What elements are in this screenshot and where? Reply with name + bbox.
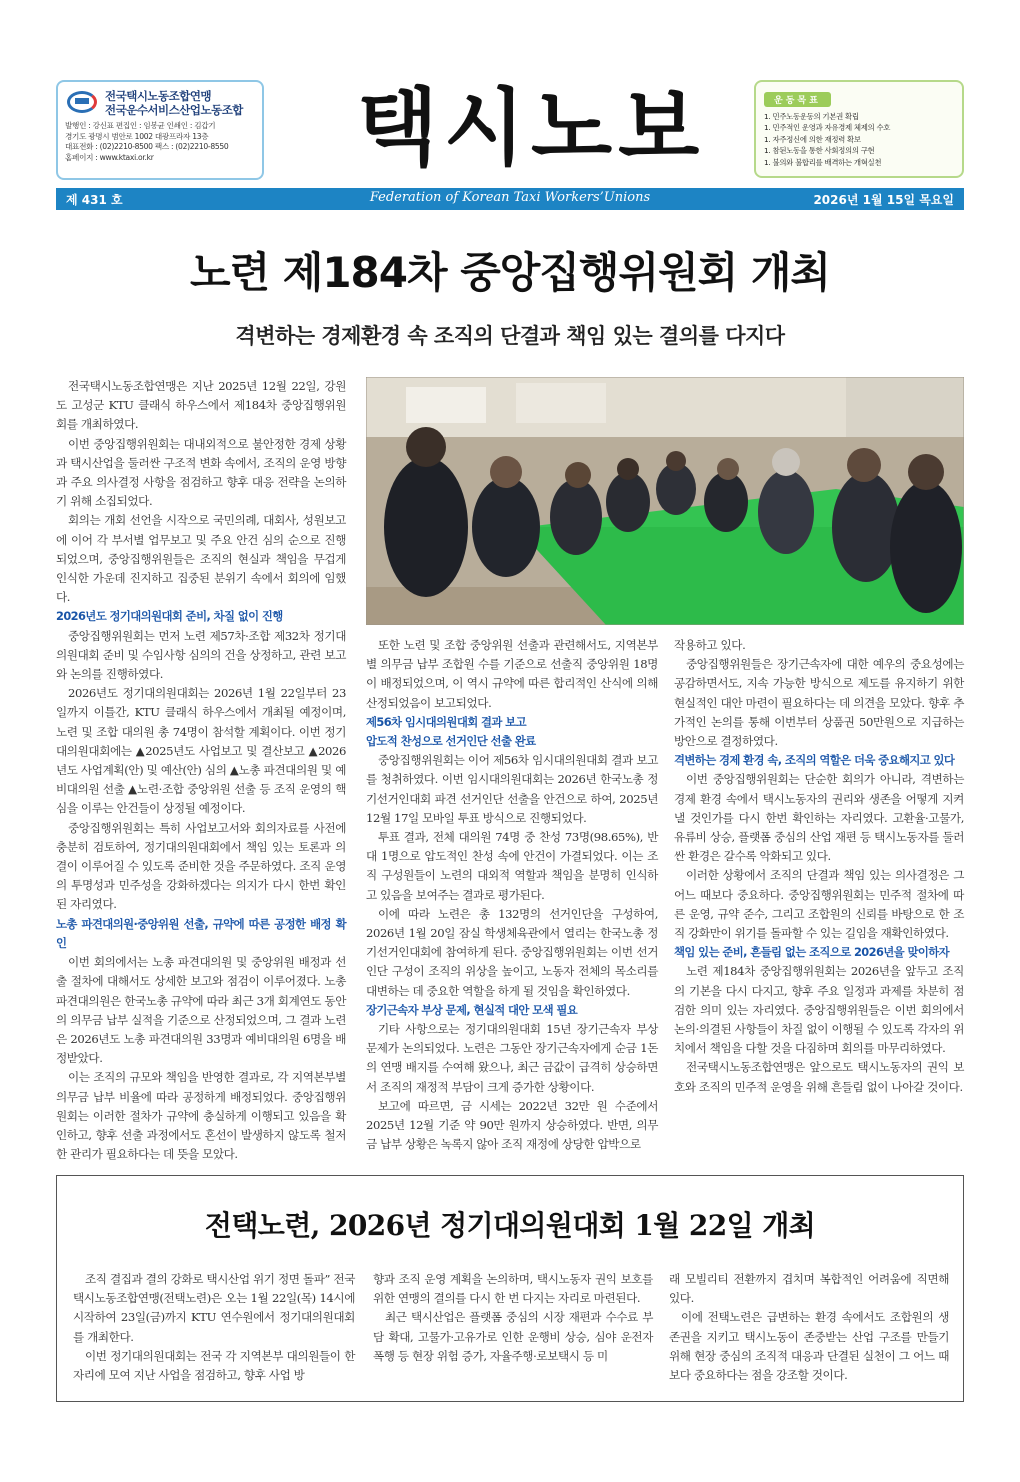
paragraph: 최근 택시산업은 플랫폼 중심의 시장 재편과 수수료 부담 확대, 고물가·고유가로 인한 운행비 상승, 심야 운전자 폭행 등 현장 위험 증가, 자율주행·로보택시 등 미: [373, 1310, 653, 1363]
main-subheadline: 격변하는 경제환경 속 조직의 단결과 책임 있는 결의를 다지다: [235, 323, 785, 348]
publisher-info-4: 홈페이지 : www.ktaxi.or.kr: [65, 152, 154, 162]
paragraph: 노련 제184차 중앙집행위원회는 2026년을 앞두고 조직의 기본을 다시 다지고, 향후 주요 일정과 과제를 차분히 점검한 의미 있는 자리였다. 중앙집행위원들은 이번 회의에서 논의·의결된 사항들이 차질 없이 이행될 수 있도록 각자의 위치에서 책임을 다할 것을 다짐하며 회의를 마무리하였다.: [674, 964, 964, 1056]
goal-item: 1. 자주정신에 의한 재정력 확보: [764, 134, 861, 144]
goals-title: 운동목표: [764, 92, 831, 107]
paragraph: 이러한 상황에서 조직의 단결과 책임 있는 의사결정은 그 어느 때보다 중요하다. 중앙집행위원회는 민주적 절차에 따른 운영, 규약 준수, 그리고 조합원의 신뢰를 바탕으로 한 조직 강화만이 위기를 돌파할 수 있는 길임을 재확인하였다.: [674, 868, 964, 941]
paragraph: 2026년도 정기대의원대회는 2026년 1월 22일부터 23일까지 이틀간, KTU 클래식 하우스에서 개최될 예정이며, 노련 및 조합 대의원 총 74명이 참석할 계획이다. 이번 정기대의원대회에는 ▲2025년도 사업보고 및 결산보고 ▲2026년도 사업계획(안) 및 예산(안) 심의 ▲노총 파견대의원 및 예비대의원 선출 ▲노련·조합 중앙위원 선출 등 조직 운영의 핵심을 이루는 안건들이 상정될 예정이다.: [56, 686, 346, 816]
section-subheading: 2026년도 정기대의원대회 준비, 차질 없이 진행: [56, 609, 283, 624]
paragraph: 작용하고 있다.: [674, 638, 746, 652]
goal-item: 1. 민주노동운동의 기본권 확립: [764, 112, 859, 121]
goals-list: [764, 111, 954, 168]
section-subheading: 장기근속자 부상 문제, 현실적 대안 모색 필요: [366, 1002, 578, 1017]
paragraph: 이는 조직의 규모와 책임을 반영한 결과로, 각 지역본부별 의무금 납부 비율에 따라 공정하게 배정되었다. 중앙집행위원회는 이러한 절차가 규약에 충실하게 이행되고 있음을 확인하고, 향후 선출 과정에서도 혼선이 발생하지 않도록 철저한 관리가 필요하다는 데 뜻을 모았다.: [56, 1070, 346, 1162]
goal-item: 1. 참된노동을 통한 사회정의의 구현: [764, 146, 875, 156]
issue-band: [56, 188, 964, 210]
goal-item: 1. 민주적인 운영과 자유경제 체제의 수호: [764, 123, 891, 133]
section-subheading: 격변하는 경제 환경 속, 조직의 역할은 더욱 중요해지고 있다: [674, 753, 955, 768]
newspaper-nameplate: 택시노보: [356, 79, 706, 177]
paragraph: 또한 노련 및 조합 중앙위원 선출과 관련해서도, 지역본부별 의무금 납부 조합원 수를 기준으로 선출직 중앙위원 18명이 배정되었으며, 이 역시 규약에 따른 합리적인 산식에 의해 산정되었음이 보고되었다.: [366, 638, 658, 710]
goal-item: 1. 불의와 불합리를 배격하는 개혁실천: [764, 157, 882, 167]
goals-box: [754, 80, 964, 178]
publisher-info-2: 경기도 광명시 범안로 1002 대광프라자 13층: [65, 131, 209, 141]
publisher-org-1: 전국택시노동조합연맹: [105, 89, 212, 103]
article2-headline: 전택노련, 2026년 정기대의원대회 1월 22일 개최: [204, 1209, 816, 1242]
paragraph: 회의는 개회 선언을 시작으로 국민의례, 대회사, 성원보고에 이어 각 부서별 업무보고 및 주요 안건 심의 순으로 진행되었으며, 중앙집행위원들은 조직의 현실과 책임을 무겁게 인식한 가운데 진지하고 집중된 분위기 속에서 회의에 임했다.: [56, 513, 346, 605]
paragraph: 이번 정기대의원대회는 전국 각 지역본부 대의원들이 한자리에 모여 지난 사업을 점검하고, 향후 사업 방: [73, 1348, 355, 1383]
masthead: [56, 80, 964, 182]
federation-name-en: Federation of Korean Taxi Workers’Unions: [369, 190, 651, 205]
issue-number: 제 431 호: [66, 193, 123, 207]
article2-box: [56, 1175, 964, 1402]
publisher-info-3: 대표전화 : (02)2210-8500 팩스 : (02)2210-8550: [65, 142, 229, 152]
issue-date: 2026년 1월 15일 목요일: [813, 193, 954, 207]
paragraph: 투표 결과, 전체 대의원 74명 중 찬성 73명(98.65%), 반대 1명으로 압도적인 찬성 속에 안건이 가결되었다. 이는 조직 구성원들이 노련의 대외적 역할과 책임을 분명히 인식하고 있음을 보여주는 결과로 평가된다.: [366, 830, 658, 902]
paragraph: 중앙집행위원회는 먼저 노련 제57차·조합 제32차 정기대의원대회 준비 및 수임사항 심의의 건을 상정하고, 관련 보고와 논의를 진행하였다.: [56, 628, 346, 682]
paragraph: 이번 중앙집행위원회는 대내외적으로 불안정한 경제 상황과 택시산업을 둘러싼 구조적 변화 속에서, 조직의 운영 방향과 주요 의사결정 사항을 점검하고 향후 대응 전략을 논의하기 위해 소집되었다.: [56, 436, 346, 509]
article1-column-3: [674, 636, 964, 1097]
publisher-org-2: 전국운수서비스산업노동조합: [105, 103, 243, 117]
paragraph: 이번 회의에서는 노총 파견대의원 및 중앙위원 배정과 선출 절차에 대해서도 상세한 보고와 점검이 이루어졌다. 노총 파견대의원은 한국노총 규약에 따라 최근 3개 회계연도 동안의 의무금 납부 실적을 기준으로 산정되었으며, 그 결과 노련은 2026년도 노총 파견대의원 33명과 예비대의원 6명을 배정받았다.: [56, 955, 346, 1066]
paragraph: 기타 사항으로는 정기대의원대회 15년 장기근속자 부상 문제가 논의되었다. 노련은 그동안 장기근속자에게 순금 1돈의 연맹 배지를 수여해 왔으나, 최근 금값이 급격히 상승하면서 조직의 재정적 부담이 크게 증가한 상황이다.: [366, 1022, 658, 1094]
paragraph: 전국택시노동조합연맹은 앞으로도 택시노동자의 권익 보호와 조직의 민주적 운영을 위해 흔들림 없이 나아갈 것이다.: [674, 1060, 964, 1094]
paragraph: 이번 중앙집행위원회는 단순한 회의가 아니라, 격변하는 경제 환경 속에서 택시노동자의 권리와 생존을 어떻게 지켜낼 것인가를 다시 한번 확인하는 자리였다. 고환율·고물가, 유류비 상승, 플랫폼 중심의 산업 재편 등 택시노동자를 둘러싼 환경은 갈수록 악화되고 있다.: [674, 772, 964, 864]
article2-column-2: [373, 1270, 653, 1366]
main-headline: 노련 제184차 중앙집행위원회 개최: [190, 248, 830, 297]
paragraph: 중앙집행위원회는 특히 사업보고서와 회의자료를 사전에 충분히 검토하여, 정기대의원대회에서 책임 있는 토론과 의결이 이루어질 수 있도록 준비한 것을 주문하였다. 조직 운영의 투명성과 민주성을 강화하겠다는 의지가 다시 한번 확인된 자리였다.: [56, 820, 346, 912]
paragraph: 래 모빌리티 전환까지 겹치며 복합적인 어려움에 직면해 있다.: [669, 1272, 949, 1306]
paragraph: 이에 전택노련은 급변하는 환경 속에서도 조합원의 생존권을 지키고 택시노동이 존중받는 산업 구조를 만들기 위해 현장 중심의 조직적 대응과 단결된 실천이 그 어느 때보다 중요하다는 점을 강조할 것이다.: [669, 1310, 949, 1383]
article1-column-1: [56, 377, 346, 1164]
paragraph: 보고에 따르면, 금 시세는 2022년 32만 원 수준에서 2025년 12월 기준 약 90만 원까지 상승하였다. 반면, 의무금 납부 상황은 녹록지 않아 조직 재정에 상당한 압박으로: [366, 1098, 658, 1152]
paragraph: 이에 따라 노련은 총 132명의 선거인단을 구성하여, 2026년 1월 20일 잠실 학생체육관에서 열리는 한국노총 정기선거인대회에 참여하게 된다. 중앙집행위원회는 이번 선거인단 구성이 조직의 위상을 높이고, 노동자 전체의 목소리를 대변하는 데 중요한 역할을 하게 될 것임을 확인하였다.: [366, 906, 658, 998]
section-subheading: 압도적 찬성으로 선거인단 선출 완료: [366, 734, 536, 749]
paragraph: 전국택시노동조합연맹은 지난 2025년 12월 22일, 강원도 고성군 KTU 클래식 하우스에서 제184차 중앙집행위원회를 개최하였다.: [56, 379, 346, 432]
article1-column-2: [366, 636, 658, 1154]
publisher-box: [56, 80, 264, 180]
section-subheading: 제56차 임시대의원대회 결과 보고: [366, 714, 526, 729]
section-subheading: 노총 파견대의원·중앙위원 선출, 규약에 따른 공정한 배정 확인: [56, 916, 346, 950]
paragraph: 향과 조직 운영 계획을 논의하며, 택시노동자 권익 보호를 위한 연맹의 결의를 다시 한 번 다지는 자리로 마련된다.: [373, 1272, 653, 1306]
union-logo-icon: [65, 88, 101, 118]
section-subheading: 책임 있는 준비, 흔들림 없는 조직으로 2026년을 맞이하자: [674, 945, 950, 960]
paragraph: 중앙집행위원들은 장기근속자에 대한 예우의 중요성에는 공감하면서도, 지속 가능한 방식으로 제도를 유지하기 위한 현실적인 대안 마련이 필요하다는 데 의견을 모았다. 향후 추가적인 논의를 통해 이번부터 상품권 50만원으로 지급하는 방안으로 결정하였다.: [674, 657, 964, 749]
meeting-photo: [366, 377, 964, 625]
article2-column-1: [73, 1270, 355, 1385]
article2-column-3: [669, 1270, 949, 1385]
publisher-info-1: 발행인 : 강신표 편집인 : 임봉균 인쇄인 : 김갑기: [65, 121, 216, 130]
paragraph: 조직 결집과 결의 강화로 택시산업 위기 정면 돌파” 전국택시노동조합연맹(전택노련)은 오는 1월 22일(목) 14시에 시작하여 23일(금)까지 KTU 연수원에서 정기대의원대회를 개최한다.: [73, 1272, 355, 1344]
paragraph: 중앙집행위원회는 이어 제56차 임시대의원대회 결과 보고를 청취하였다. 이번 임시대의원대회는 2026년 한국노총 정기선거인대회 파견 선거인단 선출을 안건으로 하여, 2025년 12월 17일 모바일 투표 방식으로 진행되었다.: [366, 753, 658, 825]
meeting-photo-illustration: [366, 377, 964, 625]
